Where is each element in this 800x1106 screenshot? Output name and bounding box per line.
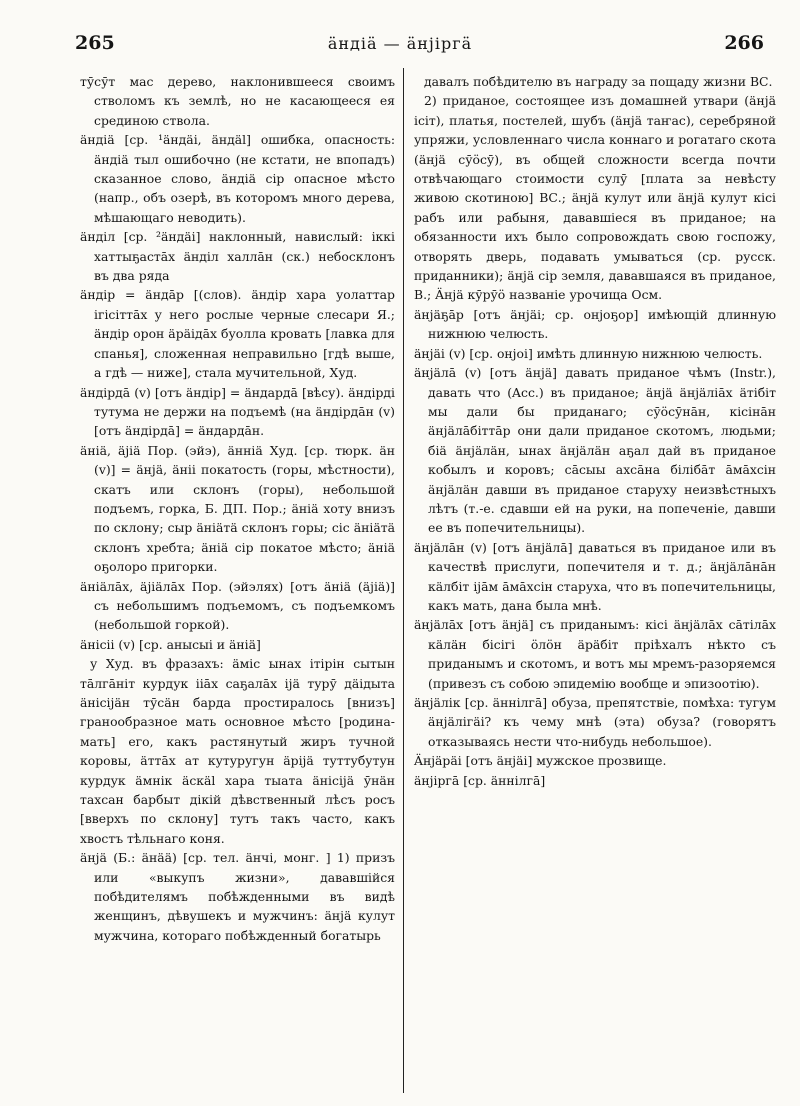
- entry-paragraph: у Худ. въ фразахъ: äмiс ынах iтiрiн сытын тāлгāнiт курдук iiāх саҕалāх iјä турӯ дäiдыта äнiсiјäн тӯсäн барда простиралось [внизъ] гранообразное мать основное мѣсто [родина-мать] его, какъ растянутый жиръ тучной коровы, äттāх ат кутуругун äрiјä туттубутун курдук äмнiк äскäl хара тыата äнiсiјä ӯнäн тахсан барбыт дiкiй дѣвственный лѣсъ росъ [вверхъ по склону] тутъ такъ часто, какъ хвостъ тѣльнаго коня.: [80, 656, 395, 846]
- dictionary-entry: äндiр = äндāр [(слов). äндiр хара уолаттар iгiсiттāх у него рослые черные слесари Я.; äндiр орон äрäiдāх буолла кровать [лавка для спанья], сложенная неправильно [гдѣ выше, а гдѣ — ниже], стала мучительной, Худ.: [80, 287, 395, 381]
- dictionary-entry: äнiä, äјiä Пор. (эйэ), äннiä Худ. [ср. тюрк. äн (v)] = äнjä, äнii покатость (горы, мѣстности), скатъ или склонъ (горы), небольшой подъемъ, горка, Б. ДП. Пор.; äнiä хоту внизъ по склону; сыр äнiäтä склонъ горы; сiс äнiäтä склонъ хребта; äнiä сiр покатое мѣсто; äнiä оҕолоро пригорки.: [80, 442, 395, 575]
- dictionary-entry: äнjäлāх [отъ äнjä] съ приданымъ: кiсi äнjäлāх сāтiлāх кäлäн бiсiгi ӧлӧн äрäбiт прiѣхалъ нѣкто съ приданымъ и скотомъ, и вотъ мы мремъ-разоряемся (привезъ съ собою эпидемiю вообще и эпизоотiю).: [414, 617, 776, 691]
- dictionary-entry: äндiä [ср. ¹äндäi, äндäl] ошибка, опасность: äндiä тыл ошибочно (не кстати, не впопадъ) сказанное слово, äндiä сiр опасное мѣсто (напр., объ озерѣ, въ которомъ много дерева, мѣшающаго неводить).: [80, 132, 395, 225]
- dictionary-entry: тӯсӯт мас дерево, наклонившееся своимъ стволомъ къ землѣ, но не касающееся ея срединою ствола.: [80, 74, 395, 128]
- dictionary-entry: äнiäлāх, äјiäлāх Пор. (эйэлях) [отъ äнiä (äјiä)] съ небольшимъ подъемомъ, съ подъемкомъ (небольшой горкой).: [80, 578, 395, 633]
- page-header: [0, 32, 800, 60]
- column-separator: [403, 68, 404, 1093]
- entry-paragraph: 2) приданое, состоящее изъ домашней утвари (äнjä iсiт), платья, постелей, шубъ (äнjä таҥас), серебряной упряжи, условленнаго числа коннаго и рогатаго скота (äнjä сӯӧсӯ), въ общей сложности всегда почти отвѣчающаго стоимости сулӯ [плата за невѣсту живою скотиною] ВС.; äнjä кулут или äнjä кулут кiсi рабъ или рабыня, дававшiеся въ приданое; на обязанности ихъ было сопровождать свою госпожу, отворять дверь, подавать умываться (ср. русск. приданники); äнjä сiр земля, дававшаяся въ приданое, В.; Äнjä кӯрӯӧ названiе урочища Осм.: [414, 93, 776, 303]
- dictionary-entry: Äнjäрäi [отъ äнjäi] мужское прозвище.: [414, 753, 667, 769]
- dictionary-entry: äнjäлiк [ср. äннiлгā] обуза, препятствiе, помѣха: тугум äнjäлiгäi? къ чему мнѣ (эта) обуза? (говорятъ отказываясь нести что-нибудь небольшое).: [414, 695, 776, 749]
- left-column: [80, 72, 395, 945]
- page-number-left: 265: [75, 32, 115, 54]
- running-head: äндiä — äнjiргä: [327, 34, 473, 53]
- entry-paragraph: давалъ побѣдителю въ награду за пощаду жизни ВС.: [424, 74, 773, 89]
- dictionary-entry: äнiсii (v) [ср. анысыi и äнiä]: [80, 636, 261, 652]
- page-number-right: 266: [724, 32, 764, 54]
- dictionary-entry: äнjiргā [ср. äннiлгā]: [414, 772, 546, 788]
- dictionary-entry: äндiрдā (v) [отъ äндiр] = äндардā [вѣсу). äндiрдi тутума не держи на подъемѣ (на äндiрдāн (v) [отъ äндiрдā] = äндардāн.: [80, 384, 395, 439]
- dictionary-entry: äнjä (Б.: äнää) [ср. тел. äнчi, монг. ] 1) призъ или «выкупъ жизни», дававшiйся побѣдителямъ побѣжденными въ видѣ женщинъ, дѣвушекъ и мужчинъ: äнjä кулут мужчина, котораго побѣжденный богатырь: [80, 850, 395, 943]
- dictionary-entry: äнjäлā (v) [отъ äнjä] давать приданое чѣмъ (Instr.), давать что (Acc.) въ приданое; äнjä äнjäлiāх äтiбiт мы дали бы приданаго; сӯӧсӯнāн, кiсiнāн äнjäлāбiттāр они дали приданое скотомъ, людьми; бiä äнjäлäн, ынах äнjäлäн аҕал дай въ приданое кобылъ и коровъ; сāсыы ахсāна бiлiбāт āмāхсiн äнjäлäн давши въ приданое старуху неизвѣстныхъ лѣтъ (т.-е. сдавши ей на руки, на попеченiе, давши ее въ попечительницы).: [414, 365, 776, 536]
- dictionary-entry: äнjäi (v) [ср. онjоi] имѣть длинную нижнюю челюсть.: [414, 345, 763, 361]
- dictionary-entry: äнjäҕāр [отъ äнjäi; ср. онjоҕор] имѣющiй длинную нижнюю челюсть.: [414, 306, 776, 342]
- right-column: [414, 72, 776, 790]
- dictionary-entry: äнjäлāн (v) [отъ äнjäлā] даваться въ приданое или въ качествѣ прислуги, попечителя и т. д.; äнjäлāнāн кäлбiт iјāм āмāхсiн старуха, что въ попечительницы, какъ мать, дана была мнѣ.: [414, 539, 776, 613]
- dictionary-entry: äндiл [ср. ²äндäi] наклонный, навислый: iккi хаттыҕастāх äндiл халлāн (ск.) небосклонъ въ два ряда: [80, 229, 395, 284]
